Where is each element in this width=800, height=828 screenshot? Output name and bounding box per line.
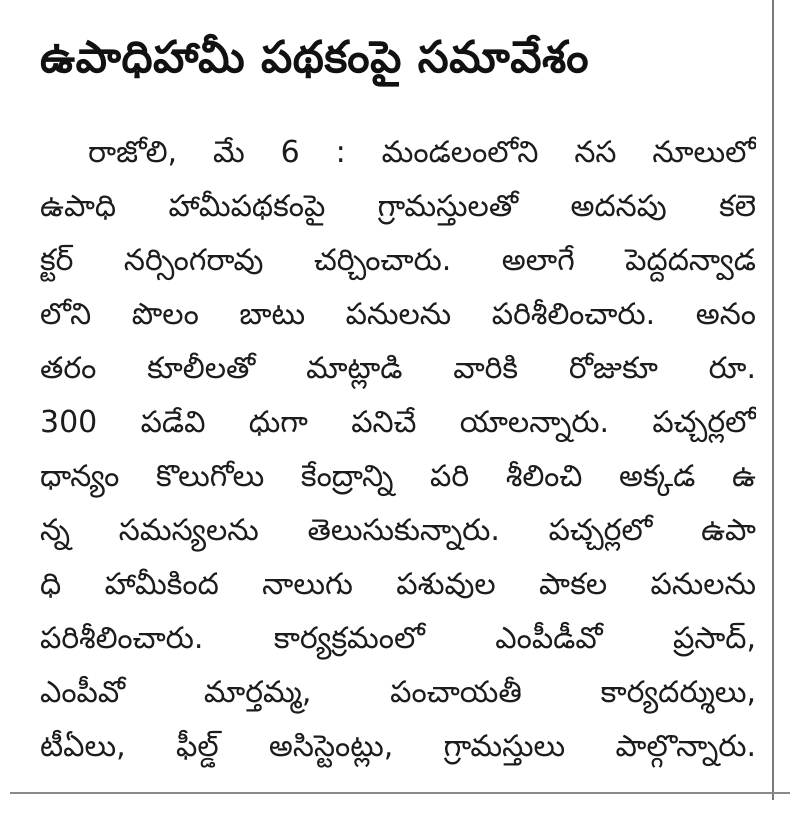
- column-divider: [772, 0, 774, 800]
- body-line: తరం కూలీలతో మాట్లాడి వారికి రోజుకూ రూ.: [40, 351, 756, 386]
- body-line: న్న సమస్యలను తెలుసుకున్నారు. పచ్చర్లలో ఉపా: [40, 513, 756, 548]
- bottom-divider: [10, 792, 790, 794]
- article-headline: ఉపాధిహామీ పథకంపై సమావేశం: [40, 32, 590, 83]
- body-line: లోని పొలం బాటు పనులను పరిశీలించారు. అనం: [40, 297, 756, 332]
- body-line: టీఏలు, ఫీల్డ్ అసిస్టెంట్లు, గ్రామస్తులు పాల్గొన్నారు.: [40, 729, 756, 764]
- body-line: ఉపాధి హామీపథకంపై గ్రామస్తులతో అదనపు కలె: [40, 189, 756, 224]
- body-line: ధి హామీకింద నాలుగు పశువుల పాకల పనులను: [40, 567, 756, 602]
- body-line: ఎంపీవో మార్తమ్మ, పంచాయతీ కార్యదర్శులు,: [40, 675, 756, 710]
- body-line: ధాన్యం కొలుగోలు కేంద్రాన్ని పరి శీలించి అక్కడ ఉ: [40, 459, 756, 494]
- body-line: రాజోలి, మే 6 : మండలంలోని నస నూలులో: [88, 135, 756, 170]
- body-line: 300 పడేవి ధుగా పనిచే యాలన్నారు. పచ్చర్లలో: [40, 405, 756, 440]
- body-line: క్టర్ నర్సింగరావు చర్చించారు. అలాగే పెద్దదన్వాడ: [40, 243, 756, 278]
- body-line: పరిశీలించారు. కార్యక్రమంలో ఎంపీడీవో ప్రసాద్,: [40, 621, 756, 656]
- article-body: [40, 126, 756, 774]
